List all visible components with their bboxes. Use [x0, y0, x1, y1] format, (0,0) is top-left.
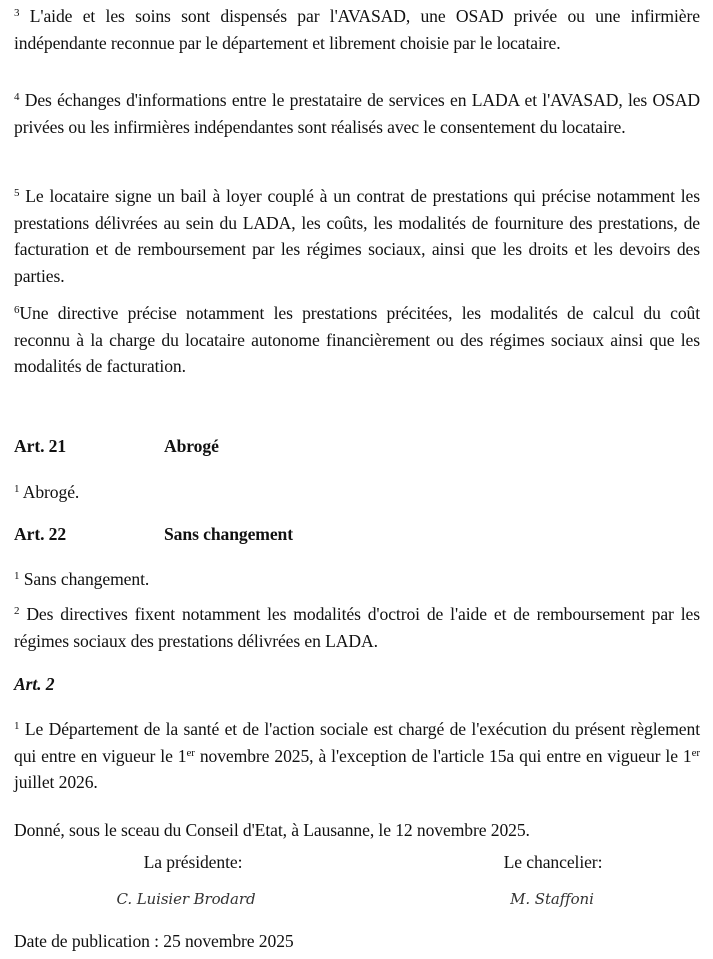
alinea-number: 1	[14, 483, 20, 495]
alinea-number: 1	[14, 570, 20, 582]
paragraph-text: Des directives fixent notamment les modalités d'octroi de l'aide et de remboursement par les régimes sociaux des prestations délivrées en LADA.	[14, 604, 700, 651]
article-2-number: Art. 2	[14, 674, 55, 694]
paragraph-text: Sans changement.	[23, 569, 150, 589]
paragraph-text: L'aide et les soins sont dispensés par l'AVASAD, une OSAD privée ou une infirmière indépendante reconnue par le département et librement choisie par le locataire.	[14, 6, 700, 53]
ordinal-suffix: er	[691, 746, 700, 759]
article-21-number: Art. 21	[14, 436, 67, 456]
paragraph-text: Le locataire signe un bail à loyer couplé à un contrat de prestations qui précise notamment les prestations délivrées au sein du LADA, les coûts, les modalités de fourniture des prestations, de facturation et de remboursement par les régimes sociaux, ainsi que les droits et les devoirs des parties.	[14, 186, 700, 286]
paragraph-text-part: juillet 2026.	[14, 772, 98, 792]
paragraph-alinea-3	[14, 3, 700, 56]
given-statement: Donné, sous le sceau du Conseil d'Etat, à Lausanne, le 12 novembre 2025.	[14, 820, 530, 840]
paragraph-alinea-6	[14, 300, 700, 380]
article-21-title: Abrogé	[164, 436, 219, 456]
paragraph-text-part: Le Département de la santé et de l'action sociale est chargé de l'exécution du présent règlement qui entre en vigueur le 1	[14, 719, 700, 766]
ordinal-suffix: er	[186, 746, 195, 759]
alinea-number: 1	[14, 720, 20, 732]
alinea-number: 2	[14, 605, 20, 617]
alinea-number: 6	[14, 304, 20, 316]
article-21-alinea-1	[14, 479, 700, 506]
alinea-number: 4	[14, 91, 20, 103]
paragraph-text: Une directive précise notamment les prestations précitées, les modalités de calcul du coût reconnu à la charge du locataire autonome financièrement ou des régimes sociaux ainsi que les modalités de facturation.	[14, 303, 700, 376]
president-name: C. Luisier Brodard	[116, 890, 256, 908]
chancellor-label: Le chancelier:	[503, 852, 603, 872]
paragraph-text: Des échanges d'informations entre le prestataire de services en LADA et l'AVASAD, les OSAD privées ou les infirmières indépendantes sont réalisés avec le consentement du locataire.	[14, 90, 700, 137]
chancellor-name: M. Staffoni	[510, 890, 594, 908]
article-22-title: Sans changement	[164, 524, 294, 544]
article-22-number: Art. 22	[14, 524, 67, 544]
article-22-alinea-1	[14, 566, 700, 593]
paragraph-alinea-4	[14, 87, 700, 140]
paragraph-text: Abrogé.	[22, 482, 80, 502]
alinea-number: 5	[14, 187, 20, 199]
article-22-alinea-2	[14, 601, 700, 654]
paragraph-alinea-5	[14, 183, 700, 289]
publication-date: Date de publication : 25 novembre 2025	[14, 931, 294, 951]
paragraph-text-part: novembre 2025, à l'exception de l'article 15a qui entre en vigueur le 1	[194, 745, 692, 766]
president-label: La présidente:	[143, 852, 243, 872]
alinea-number: 3	[14, 7, 20, 19]
article-2-alinea-1	[14, 716, 700, 796]
